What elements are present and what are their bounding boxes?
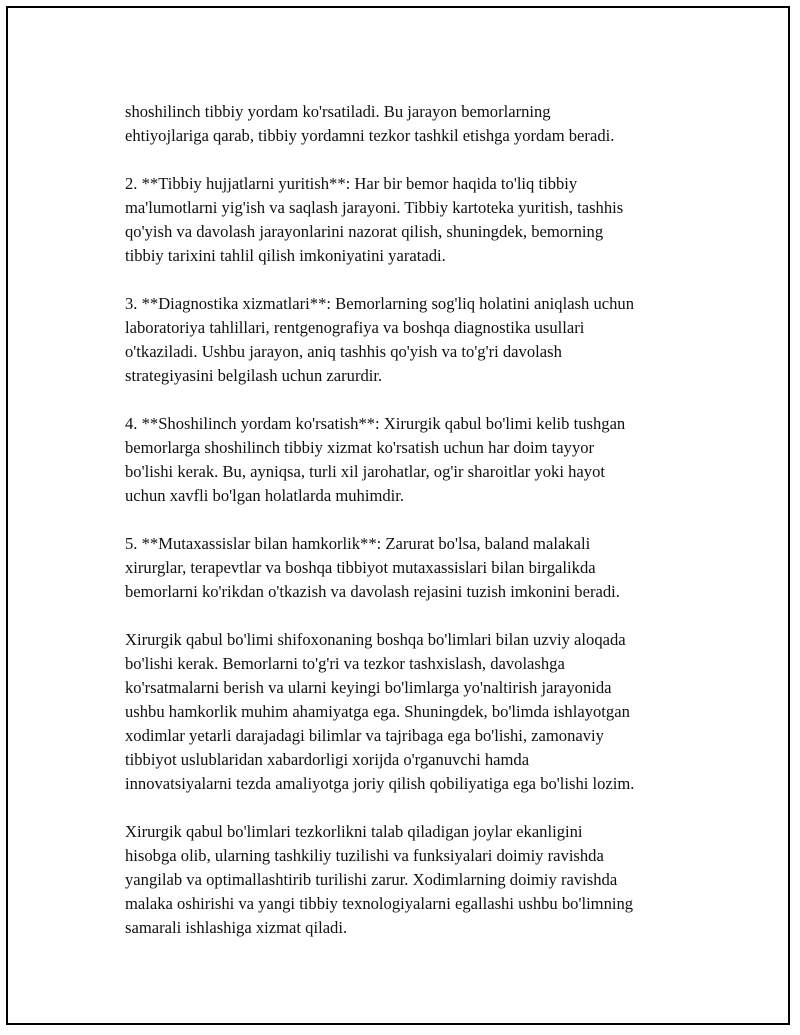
paragraph-item-5-specialist-cooperation: 5. **Mutaxassislar bilan hamkorlik**: Zarurat bo'lsa, baland malakali xirurglar, terapevtlar va boshqa tibbiyot mutaxassislari bilan birgalikda bemorlarni ko'rikdan o'tkazish va davolash rejasini tuzish imkonini beradi. xyxy=(125,534,620,601)
paragraph-department-cooperation: Xirurgik qabul bo'limi shifoxonaning boshqa bo'limlari bilan uzviy aloqada bo'lishi kerak. Bemorlarni to'g'ri va tezkor tashxislash, davolashga ko'rsatmalarni berish va ularni keyingi bo'limlarga yo'naltirish jarayonida ushbu hamkorlik muhim ahamiyatga ega. Shuningdek, bo'limda ishlayotgan xodimlar yetarli darajadagi bilimlar va tajribaga ega bo'lishi, zamonaviy tibbiyot uslublaridan xabardorligi xorijda o'rganuvchi hamda innovatsiyalarni tezda amaliyotga joriy qilish qobiliyatiga ega bo'lishi lozim. xyxy=(125,630,635,793)
paragraph-intro-continuation: shoshilinch tibbiy yordam ko'rsatiladi. Bu jarayon bemorlarning ehtiyojlariga qarab, tibbiy yordamni tezkor tashkil etishga yordam beradi. xyxy=(125,102,615,145)
paragraph-conclusion: Xirurgik qabul bo'limlari tezkorlikni talab qiladigan joylar ekanligini hisobga olib, ularning tashkiliy tuzilishi va funksiyalari doimiy ravishda yangilab va optimallashtirib turilishi zarur. Xodimlarning doimiy ravishda malaka oshirishi va yangi tibbiy texnologiyalarni egallashi ushbu bo'limning samarali ishlashiga xizmat qiladi. xyxy=(125,822,634,937)
paragraph-item-3-diagnostics: 3. **Diagnostika xizmatlari**: Bemorlarning sog'liq holatini aniqlash uchun laboratoriya tahlillari, rentgenografiya va boshqa diagnostika usullari o'tkaziladi. Ushbu jarayon, aniq tashhis qo'yish va to'g'ri davolash strategiyasini belgilash uchun zarurdir. xyxy=(125,294,635,385)
paragraph-item-2-medical-records: 2. **Tibbiy hujjatlarni yuritish**: Har bir bemor haqida to'liq tibbiy ma'lumotlarni yig'ish va saqlash jarayoni. Tibbiy kartoteka yuritish, tashhis qo'yish va davolash jarayonlarini nazorat qilish, shuningdek, bemorning tibbiy tarixini tahlil qilish imkoniyatini yaratadi. xyxy=(125,174,624,265)
page-frame xyxy=(6,6,790,1025)
document-body xyxy=(125,100,705,940)
paragraph-item-4-emergency-care: 4. **Shoshilinch yordam ko'rsatish**: Xirurgik qabul bo'limi kelib tushgan bemorlarga shoshilinch tibbiy xizmat ko'rsatish uchun har doim tayyor bo'lishi kerak. Bu, ayniqsa, turli xil jarohatlar, og'ir sharoitlar yoki hayot uchun xavfli bo'lgan holatlarda muhimdir. xyxy=(125,414,626,505)
